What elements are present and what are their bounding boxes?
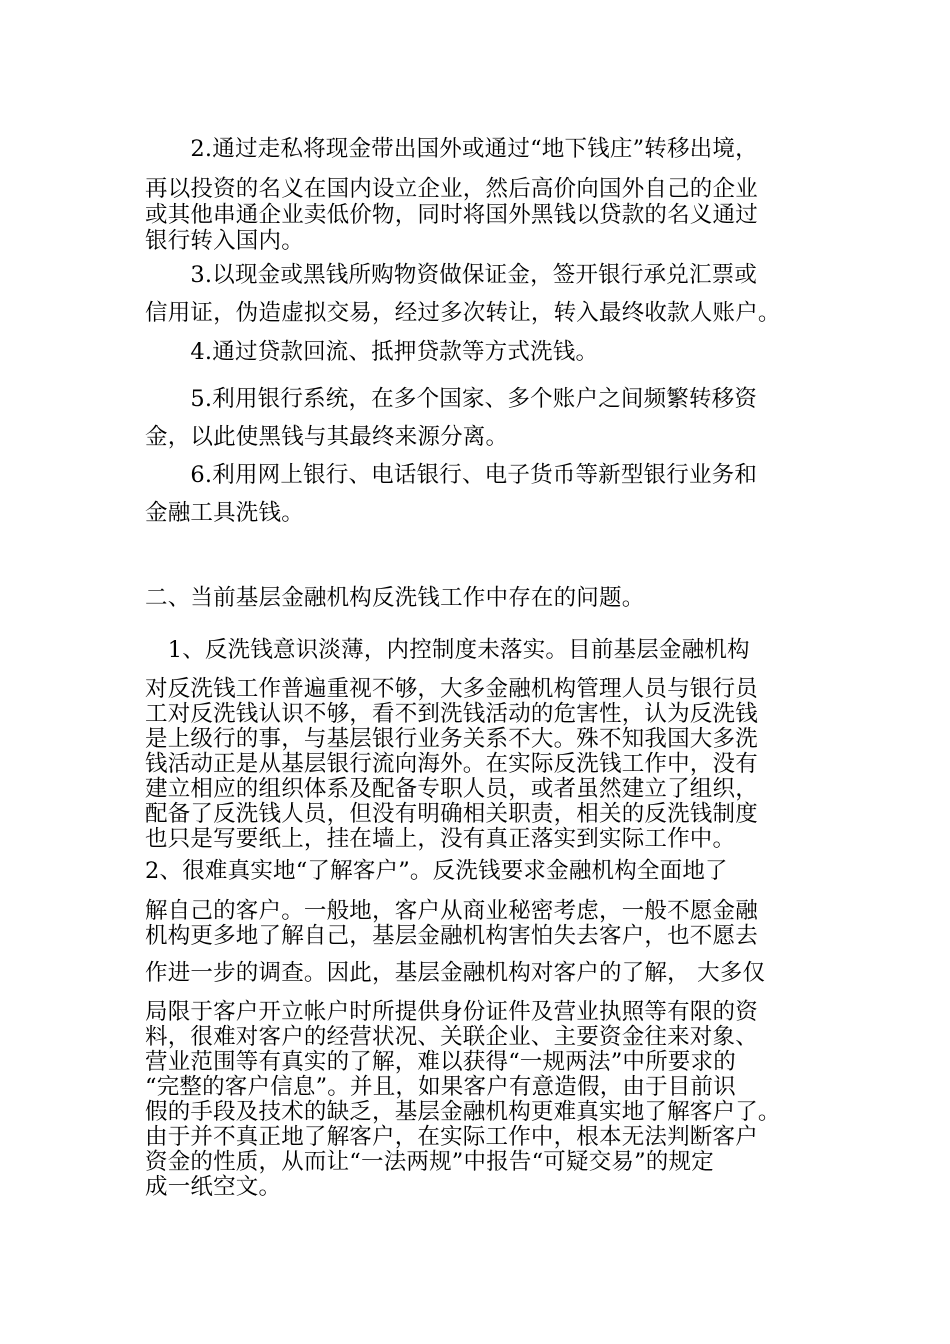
text-line: 6.利用网上银行、电话银行、电子货币等新型银行业务和 — [145, 462, 758, 488]
text-line: “完整的客户信息”。并且，如果客户有意造假，由于目前识 — [145, 1074, 736, 1100]
text-line: 是上级行的事，与基层银行业务关系不大。殊不知我国大多洗 — [145, 726, 758, 752]
text-line: 钱活动正是从基层银行流向海外。在实际反洗钱工作中，没有 — [145, 751, 758, 777]
text-line: 或其他串通企业卖低价物，同时将国外黑钱以贷款的名义通过 — [145, 202, 758, 228]
text-line: 料，很难对客户的经营状况、关联企业、主要资金往来对象、 — [145, 1024, 758, 1050]
text-line: 解自己的客户。一般地，客户从商业秘密考虑，一般不愿金融 — [145, 898, 758, 924]
text-line: 假的手段及技术的缺乏，基层金融机构更难真实地了解客户了。 — [145, 1099, 781, 1125]
text-line: 成一纸空文。 — [145, 1174, 282, 1200]
text-line: 2、很难真实地“了解客户”。反洗钱要求金融机构全面地了 — [145, 858, 728, 884]
text-line: 2.通过走私将现金带出国外或通过“地下钱庄”转移出境， — [145, 136, 758, 162]
text-line: 对反洗钱工作普遍重视不够，大多金融机构管理人员与银行员 — [145, 676, 758, 702]
text-line: 局限于客户开立帐户时所提供身份证件及营业执照等有限的资 — [145, 999, 758, 1025]
text-line: 工对反洗钱认识不够，看不到洗钱活动的危害性，认为反洗钱 — [145, 701, 758, 727]
text-line: 作进一步的调查。因此，基层金融机构对客户的了解， 大多仅 — [145, 960, 766, 986]
text-line: 机构更多地了解自己，基层金融机构害怕失去客户，也不愿去 — [145, 923, 758, 949]
section-heading: 二、当前基层金融机构反洗钱工作中存在的问题。 — [145, 585, 645, 611]
text-line: 4.通过贷款回流、抵押贷款等方式洗钱。 — [145, 339, 599, 365]
text-line: 营业范围等有真实的了解，难以获得“一规两法”中所要求的 — [145, 1049, 736, 1075]
text-line: 5.利用银行系统，在多个国家、多个账户之间频繁转移资 — [145, 386, 758, 412]
text-line: 配备了反洗钱人员，但没有明确相关职责，相关的反洗钱制度 — [145, 801, 758, 827]
text-line: 建立相应的组织体系及配备专职人员，或者虽然建立了组织， — [145, 776, 758, 802]
text-line: 资金的性质，从而让“一法两规”中报告“可疑交易”的规定 — [145, 1149, 714, 1175]
text-line: 由于并不真正地了解客户，在实际工作中，根本无法判断客户 — [145, 1124, 758, 1150]
text-line: 金融工具洗钱。 — [145, 500, 304, 526]
text-line: 3.以现金或黑钱所购物资做保证金，签开银行承兑汇票或 — [145, 262, 758, 288]
text-line: 也只是写要纸上，挂在墙上，没有真正落实到实际工作中。 — [145, 826, 736, 852]
text-line: 1、反洗钱意识淡薄，内控制度未落实。目前基层金融机构 — [145, 637, 750, 663]
text-line: 金，以此使黑钱与其最终来源分离。 — [145, 424, 509, 450]
text-line: 信用证，伪造虚拟交易，经过多次转让，转入最终收款人账户。 — [145, 300, 781, 326]
text-line: 银行转入国内。 — [145, 228, 304, 254]
text-line: 再以投资的名义在国内设立企业，然后高价向国外自己的企业 — [145, 176, 758, 202]
